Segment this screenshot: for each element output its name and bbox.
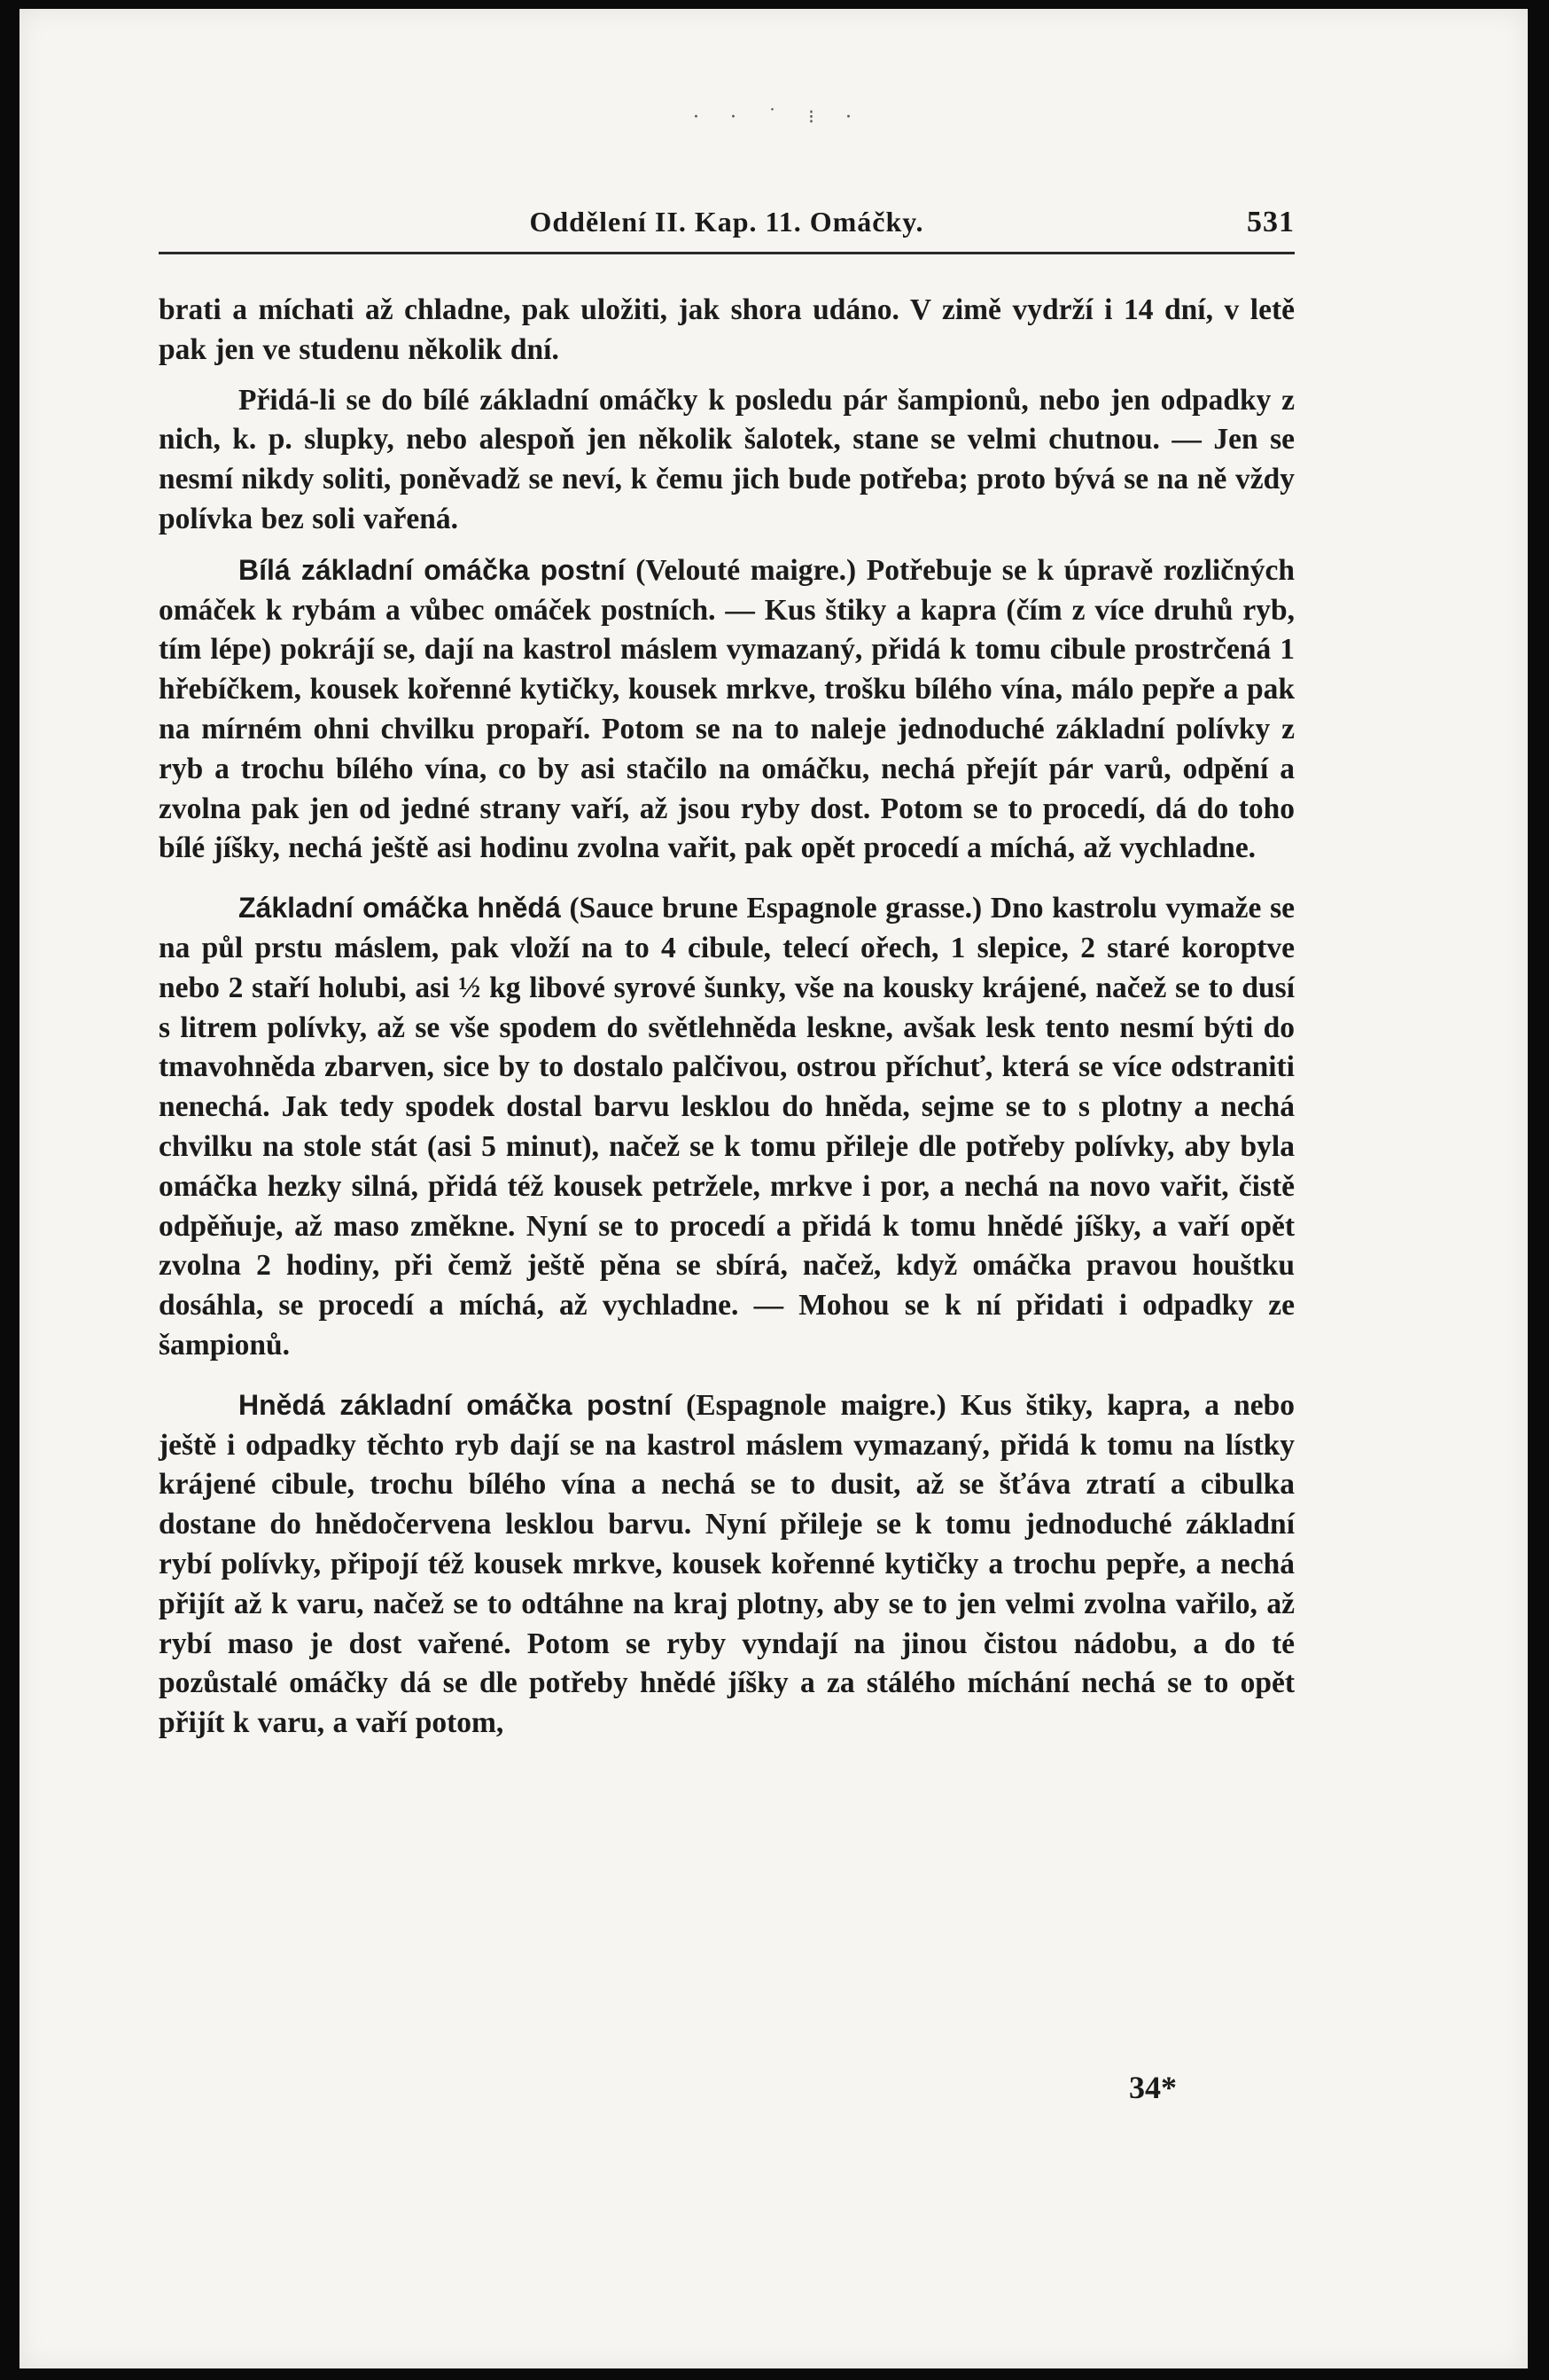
running-head: Oddělení II. Kap. 11. Omáčky. — [529, 206, 924, 238]
paragraph-text: Přidá-li se do bílé základní omáčky k posledu pár šampionů, nebo jen odpadky z nich, k. p. slupky, nebo alespoň jen několik šalotek, stane se velmi chutnou. — Jen se nesmí nikdy soliti, poněvadž se neví, k čemu jich bude potřeba; proto bývá se na ně vždy polívka bez soli vařená. — [159, 383, 1295, 535]
paragraph-text: (Espagnole maigre.) Kus štiky, kapra, a nebo ještě i odpadky těchto ryb dají se na kastrol máslem vymazaný, přidá k tomu na lístky krájené cibule, trochu bílého vína a nechá se to dusit, až se šťáva ztratí a cibulka dostane do hnědočervena lesklou barvu. Nyní přileje se k tomu jednoduché základní rybí polívky, připojí též kousek mrkve, kousek kořenné kytičky a trochu pepře, a nechá přijít až k varu, načež se to odtáhne na kraj plotny, aby se to jen velmi zvolna vařilo, až rybí maso je dost vařené. Potom se ryby vyndají na jinou čistou nádobu, a do té pozůstalé omáčky dá se dle potřeby hnědé jíšky a za stálého míchání nechá se to opět přijít k varu, a vaří potom, — [159, 1388, 1296, 1740]
paragraph-text: (Velouté maigre.) Potřebuje se k úpravě rozličných omáček k rybám a vůbec omáček postních. — Kus štiky a kapra (čím z více druhů ryb, tím lépe) pokrájí se, dají na kastrol máslem vymazaný, přidá k tomu cibule prostrčená 1 hřebíčkem, kousek kořenné kytičky, kousek mrkve, trošku bílého vína, málo pepře a pak na mírném ohni chvilku propaří. Potom se na to naleje jednoduché základní polívky z ryb a trochu bílého vína, co by asi stačilo na omáčku, nechá přejít pár varů, odpění a zvolna pak jen od jedné strany vaří, až jsou ryby dost. Potom se to procedí, dá do toho bílé jíšky, nechá ještě asi hodinu zvolna vařit, pak opět procedí a míchá, až vychladne. — [159, 553, 1295, 865]
recipe-title: Bílá základní omáčka postní — [238, 553, 626, 586]
paragraph-text: brati a míchati až chladne, pak uložiti, jak shora udáno. V zimě vydrží i 14 dní, v letě pak jen ve studenu několik dní. — [159, 293, 1295, 366]
header-rule — [159, 252, 1295, 254]
scan-specks: · · ˙ ⁝ · — [693, 106, 864, 129]
body-text — [159, 291, 1295, 1744]
recipe-title: Základní omáčka hnědá — [238, 892, 561, 925]
recipe-title: Hnědá základní omáčka postní — [238, 1388, 673, 1421]
book-page — [19, 9, 1528, 2368]
paragraph-recipe — [159, 1385, 1295, 1744]
paragraph — [159, 381, 1295, 540]
paragraph-recipe — [159, 550, 1295, 869]
paragraph-continuation — [159, 291, 1295, 371]
paragraph-text: (Sauce brune Espagnole grasse.) Dno kastrolu vymaže se na půl prstu máslem, pak vloží na to 4 cibule, telecí ořech, 1 slepice, 2 staré koroptve nebo 2 staří holubi, asi ½ kg libové syrové šunky, vše na kousky krájené, načež se to dusí s litrem polívky, až se vše spodem do světlehněda leskne, avšak lesk tento nesmí býti do tmavohněda zbarven, sice by to dostalo palčivou, ostrou příchuť, která se více odstraniti nenechá. Jak tedy spodek dostal barvu lesklou do hněda, sejme se to s plotny a nechá chvilku na stole stát (asi 5 minut), načež se k tomu přileje dle potřeby polívky, aby byla omáčka hezky silná, přidá též kousek petržele, mrkve i por, a nechá na novo vařit, čistě odpěňuje, až maso změkne. Nyní se to procedí a přidá k tomu hnědé jíšky, a vaří opět zvolna 2 hodiny, při čemž ještě pěna se sbírá, načež, když omáčka pravou houštku dosáhla, se procedí a míchá, až vychladne. — Mohou se k ní přidati i odpadky ze šampionů. — [159, 892, 1295, 1362]
page-number: 531 — [1247, 206, 1295, 238]
signature-mark: 34* — [1129, 2070, 1177, 2105]
paragraph-recipe — [159, 888, 1295, 1366]
page-header — [159, 206, 1295, 250]
